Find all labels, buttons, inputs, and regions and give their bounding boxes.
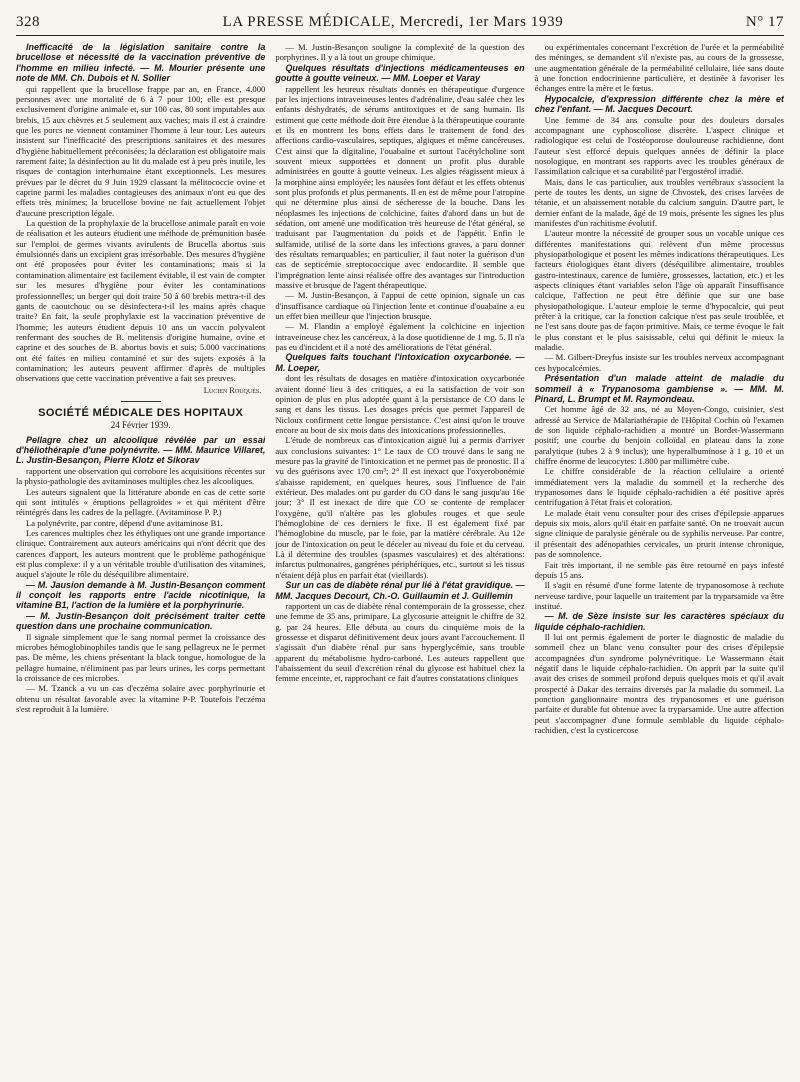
paragraph: Mais, dans le cas particulier, aux troubles vertébraux s'associent la perte de toutes les dents, un signe de Chvostek, des crises larvées de tétanie, et un abaissement notable du calcium sanguin. D'autre part, le dernier enfant de la malade, âgé de 19 mois, présente les signes les plus manifestes d'un rachitisme évolutif. [534,176,784,228]
paragraph: — M. Justin-Besançon souligne la complexité de la question des porphyrines. Il y a là tout un groupe chimique. [275,42,525,63]
paragraph: dont les résultats de dosages en matière d'intoxication oxycarbonée avaient donné lieu à des critiques, a eu la satisfaction de voir son opinion de plus en plus adoptée quant à la persistance de CO dans le sang et dans les tissus. Les dosages précis que permet l'appareil de Nicloux confirment cette longue persistance. C'est ainsi qu'on le trouve encore au bout de six mois dans des intoxications professionnelles. [275,373,525,435]
article-heading: Quelques résultats d'injections médicamenteuses en goutte à goutte veineux. — MM. Loeper et Varay [275,62,525,84]
column-2 [275,42,524,735]
article-heading: — M. Justin-Besançon doit précisément traiter cette question dans une prochaine communication. [16,610,266,632]
paragraph: L'auteur montre la nécessité de grouper sous un vocable unique ces différentes manifestations qui relèvent d'un même processus physiopathologique et posent les mêmes indications thérapeutiques. Les facteurs étiologiques étant divers (déséquilibre alimentaire, troubles gastro-intestinaux, carence de lumière, grossesses, lactation, etc.) et les aspects cliniques étant variables selon l'âge où apparaît l'insuffisance calcique, l'affection ne peut être définie que sur une base physiopathologique. L'auteur emploie le terme d'hypocalcie, qui peut prêter à la critique, car la fonction calcique n'est pas seule troublée, et ne l'est sans doute pas de façon primitive. Mais, ce terme évoque le fait le plus constant et le plus saisissable, celui qui définit le mieux la maladie. [534,228,784,353]
paragraph: Les auteurs signalent que la littérature abonde en cas de cette sorte qui sont intitulés « éruptions pellagroïdes » et qui méritent d'être réintégrés dans les cadres de la pellagre. (Avitaminose P. P.) [16,486,266,518]
article-heading: — M. Jausion demande à M. Justin-Besançon comment il conçoit les rapports entre l'acide nicotinique, la vitamine B1, l'action de la lumière et la porphyrinurie. [16,579,266,611]
paragraph: L'étude de nombreux cas d'intoxication aiguë lui a permis d'arriver aux conclusions suivantes: 1° Le taux de CO trouvé dans le sang ne mesure pas la gravité de l'intoxication et ne permet pas de pronostic. Il a vu des guérisons avec 170 cm³; 2° Il est inexact que l'oxyerobonémie s'abaisse rapidement, en quelques heures, sous l'influence de l'air extérieur. Des malades ont pu garder du CO dans le sang jusqu'au 16e jour; 3° Il est inexact de dire que CO se contente de remplacer l'oxygène, qu'il n'altère pas les globules rouges et que seule l'hémoglobine de ces derniers le fixe. Il est également fixé par l'hémoglobine du muscle, par le foie, par la matière cérébrale. Au 12e jour de l'intoxication on peut le déceler au niveau du foie et du cerveau. Là il détermine des troubles (spasmes vasculaires) et des altérations: infarctus pulmonaires, gangrènes périphériques, etc., surtout si les tissus n'étaient déjà plus en parfait état (vieillards). [275,435,525,580]
article-heading: Pellagre chez un alcoolique révélée par un essai d'héliothérapie d'une polynévrite. — MM. Maurice Villaret, L. Justin-Besançon, Pierre Klotz et Sikorav [16,434,266,466]
paragraph: — M. Flandin a employé également la colchicine en injection intraveineuse chez les cancéreux, à la dose quotidienne de 1 mg. 5. Il n'a pas eu d'incident et il a noté des améliorations de l'état général. [275,321,525,353]
paragraph: — M. Justin-Besançon, à l'appui de cette opinion, signale un cas d'insuffisance cardiaque où l'injection lente et continue d'ouabaïne a eu un effet bien meilleur que l'injection brusque. [275,290,525,322]
paragraph: — M. Tzanck a vu un cas d'eczéma solaire avec porphyrinurie et obtenu un résultat favorable avec la vitamine P-P. Toutefois l'eczéma s'est reproduit à la lumière. [16,683,266,715]
paragraph: Il lui ont permis également de porter le diagnostic de maladie du sommeil chez un blanc venu consulter pour des crises d'épilepsie accompagnées d'un syndrome polynévritique. Le Wassermann était négatif dans le liquide céphalo-rachidien. On apprit par la suite qu'il avait des crises de sommeil profond depuis quelques mois et qu'il avait prospecté à Dakar des terrains diversés par la maladie du sommeil. La ponction ganglionnaire montra des trypanosomes et une guérison parfaite et durable fut obtenue avec la tryparsamide. Une autre affection peut s'accompagner d'une formule semblable du liquide céphalo-rachidien, c'est la cysticercose [534,632,784,736]
paragraph: Il s'agit en résumé d'une forme latente de trypanosomose à rechute nerveuse tardive, pour laquelle un traitement par la tryparsamide va être institué. [534,580,784,611]
paragraph: rapportent un cas de diabète rénal contemporain de la grossesse, chez une femme de 35 ans, primipare. La glycosurie atteignit le chiffre de 32 g. par 24 heures. Elle débuta au cours du cinquième mois de la grossesse et disparut définitivement deux jours avant l'accouchement. Il s'agissait d'un diabète rénal pur sans hyperglycémie, sans trouble apparent du métabolisme hydro-carboné. Les auteurs rappellent que l'abaissement du seuil d'excrétion rénal du glycose est habituel chez la femme enceinte, et, rapprochant ce fait d'autres constatations cliniques [275,600,525,684]
article-heading: Quelques faits touchant l'intoxication oxycarbonée. — M. Loeper, [275,352,525,373]
page-number: 328 [16,14,40,30]
divider [121,401,161,402]
paragraph: ou expérimentales concernant l'excrétion de l'urée et la perméabilité des méninges, se demandent s'il n'existe pas, au cours de la grossesse, une augmentation générale de la perméabilité cellulaire, liée sans doute à une fonction endocrinienne particulière, et destinée à favoriser les échanges entre la mère et le fœtus. [534,42,784,94]
article-heading: Hypocalcie, d'expression différente chez la mère et chez l'enfant. — M. Jacques Decourt. [534,93,784,115]
article-heading: Sur un cas de diabète rénal pur lié à l'état gravidique. — MM. Jacques Decourt, Ch.-O. Guillaumin et J. Guillemin [275,580,525,601]
section-date: 24 Février 1939. [110,420,171,431]
paragraph: qui rappellent que la brucellose frappe par an, en France, 4.000 personnes avec une mortalité de 6 à 7 pour 100; elle est presque exclusivement d'origine animale et, sur 100 cas, 80 sont imputables aux brebis, 15 aux chèvres et 5 seulement aux vaches; mais il est à craindre que les porcs ne viennent contaminer l'homme à leur tour. Les auteurs insistent sur l'inefficacité des prescriptions sanitaires et des mesures d'hygiène habituellement préconisées; la déclaration est obligatoire mais rarement faite; la désinfection au lit du malade est à peu près inutile, les risques de contagion interhumaine étant exceptionnels. Les mesures prévues par le décret du 9 Juin 1929 classant la mélitococcie ovine et caprine parmi les maladies contagieuses des animaux n'ont eu que des effets très minimes; la brucellose bovine ne fait actuellement l'objet d'aucune prescription légale. [16,83,266,218]
paragraph: — M. Gilbert-Dreyfus insiste sur les troubles nerveux accompagnant ces hypocalcémies. [534,352,784,373]
paragraph: Le malade était venu consulter pour des crises d'épilepsie apparues depuis six mois, alors qu'il était en parfaite santé. On ne trouvait aucun signe clinique de paralysie générale ou de syphilis nerveuse. Par contre, il présentait des adénopathies cervicales, un prurit intense chronique, pas de somnolence. [534,507,784,560]
article-heading: Présentation d'un malade atteint de maladie du sommeil à « Trypanosoma gambiense ». — MM. M. Pinard, L. Brumpt et M. Raymondeau. [534,373,784,404]
paragraph: rapportent une observation qui corrobore les acquisitions récentes sur la physio-pathologie des avitaminoses multiples chez les alcooliques. [16,465,266,487]
column-1 [16,42,265,735]
paragraph: Il signale simplement que le sang normal permet la croissance des microbes hémoglobinophiles tandis que le sang pellagreux ne le permet pas. De même, les chiens présentant la black tongue, homologue de la pellagre humaine, n'éliminent pas par leurs urines, les corps permettant la croissance de ces microbes. [16,631,266,684]
article-heading: Inefficacité de la législation sanitaire contre la brucellose et nécessité de la vaccination préventive de l'homme en milieu infecté. — M. Mourier présente une note de MM. Ch. Dubois et N. Sollier [16,42,266,84]
column-3 [535,42,784,735]
columns [16,42,784,735]
paragraph: Les carences multiples chez les éthyliques ont une grande importance clinique. Contrairement aux auteurs américains qui n'ont décrit que des carences d'apport, les auteurs montrent que le problème pathogénique est plus complexe: il y a un véritable trouble d'utilisation des vitamines, auquel s'ajoute le rôle du déséquilibre alimentaire. [16,527,266,580]
paragraph: Cet homme âgé de 32 ans, né au Moyen-Congo, cuisinier, s'est adressé au Service de Malariathérapie de l'Hôpital Cochin où l'examen de son liquide céphalo-rachidien a montré un Bordet-Wassermann positif; une courbe du benjoin colloïdal en plateau dans la zone paralytique (tubes 2 à 9 inclus); une hyperalbuminose à 1 g. 10 et un chiffre énorme de leucocytes: 1.800 par millimètre cube. [534,404,784,467]
paragraph: Fait très important, il ne semble pas être retourné en pays infesté depuis 15 ans. [534,559,784,580]
header-rule [16,35,784,36]
issue-number: N° 17 [745,14,784,30]
article-heading: — M. de Sèze insiste sur les caractères spéciaux du liquide céphalo-rachidien. [534,611,784,632]
paragraph: La question de la prophylaxie de la brucellose animale paraît en voie de réalisation et les auteurs étudient une méthode de prémunition basée sur l'emploi de germes vivants avirulents de Brucella abortus suis émulsionnés dans un excipient gras irrésorbable. Des mesures d'hygiène ont été proposées pour éviter les contaminations; mais si la contamination alimentaire est facilement évitable, il est vain de compter sur les mesures d'hygiène pour éviter les contaminations professionnelles; un berger qui doit traire 50 à 60 brebis mettra-t-il des gants de caoutchouc ou se désinfectera-t-il les mains après chaque traite? En fait, la seule prophylaxie est la vaccination préventive de l'homme; les auteurs étudient depuis 10 ans un vaccin polyvalent renfermant des souches de B. melitensis d'origine humaine, ovine et caprine et des souches de B. abortus bovis et suis; 5.000 vaccinations ont été faites en milieu contaminé et sur des sujets exposés à la contamination; les auteurs peuvent affirmer d'après de multiples observations que cette vaccination préventive a fait ses preuves. [16,218,266,384]
author-signature: Lucien Rouquès. [203,385,262,395]
paragraph: rappellent les heureux résultats donnés en thérapeutique d'urgence par les injections intraveineuses lentes d'adrénaline, d'eau salée chez les enfants déshydratés, de sérums antitoxiques et de sang humain. Ils estiment que cette méthode doit être étendue à la thérapeutique courante et ils en montrent les bons effets dans le traitement de fond des affections cardio-vasculaires, septiques, algiques et même cancéreuses. C'est ainsi que la digitaline, l'ouabaïne et surtout l'acétylcholine sont souvent mieux supportées et donnent un profit plus durable administrées en goutte à goutte veineux. Les algies réagissent mieux à la morphine ainsi employée; les nausées font défaut et les effets obtenus sont plus profonds et plus permanents. Il en est de même pour l'atropine qui ne détermine plus ainsi de sécheresse de la bouche. Dans les néoplasmes les injections de colchicine, faites d'abord dans un but de sédation, ont amené une modification très heureuse de l'état général, se traduisant par l'augmentation du poids et de l'appétit. Enfin le sulfamide, utilisé de la sorte dans les infections graves, a paru donner des résultats remarquables; en particulier, il faut noter la guérison d'un cas de septicémie streptococcique avec endocardite. Il semble que l'imprégnation lente ainsi réalisée offre des avantages sur l'introduction massive et brusque de l'agent thérapeutique. [275,83,525,291]
paragraph: Une femme de 34 ans consulte pour des douleurs dorsales accompagnant une cyphoscoliose discrète. L'aspect clinique et radiologique est celui de l'ostéoporose douloureuse rachidienne, dont l'auteur s'est efforcé depuis quelques années de définir la place nosologique, en montrant ses rapports avec les troubles généraux de l'assimilation calcique et sa curabilité par l'ergostérol irradié. [534,114,784,177]
paragraph: La polynévrite, par contre, dépend d'une avitaminose B1. [26,517,223,528]
page-header [16,14,784,31]
paragraph: Le chiffre considérable de la réaction cellulaire a orienté immédiatement vers la maladie du sommeil et la recherche des trypanosomes dans le liquide céphalo-rachidien a été positive après centrifugation à l'état frais et coloration. [534,466,784,508]
journal-title: LA PRESSE MÉDICALE, Mercredi, 1er Mars 1939 [222,14,564,30]
section-title: SOCIÉTÉ MÉDICALE DES HOPITAUX [38,406,244,419]
